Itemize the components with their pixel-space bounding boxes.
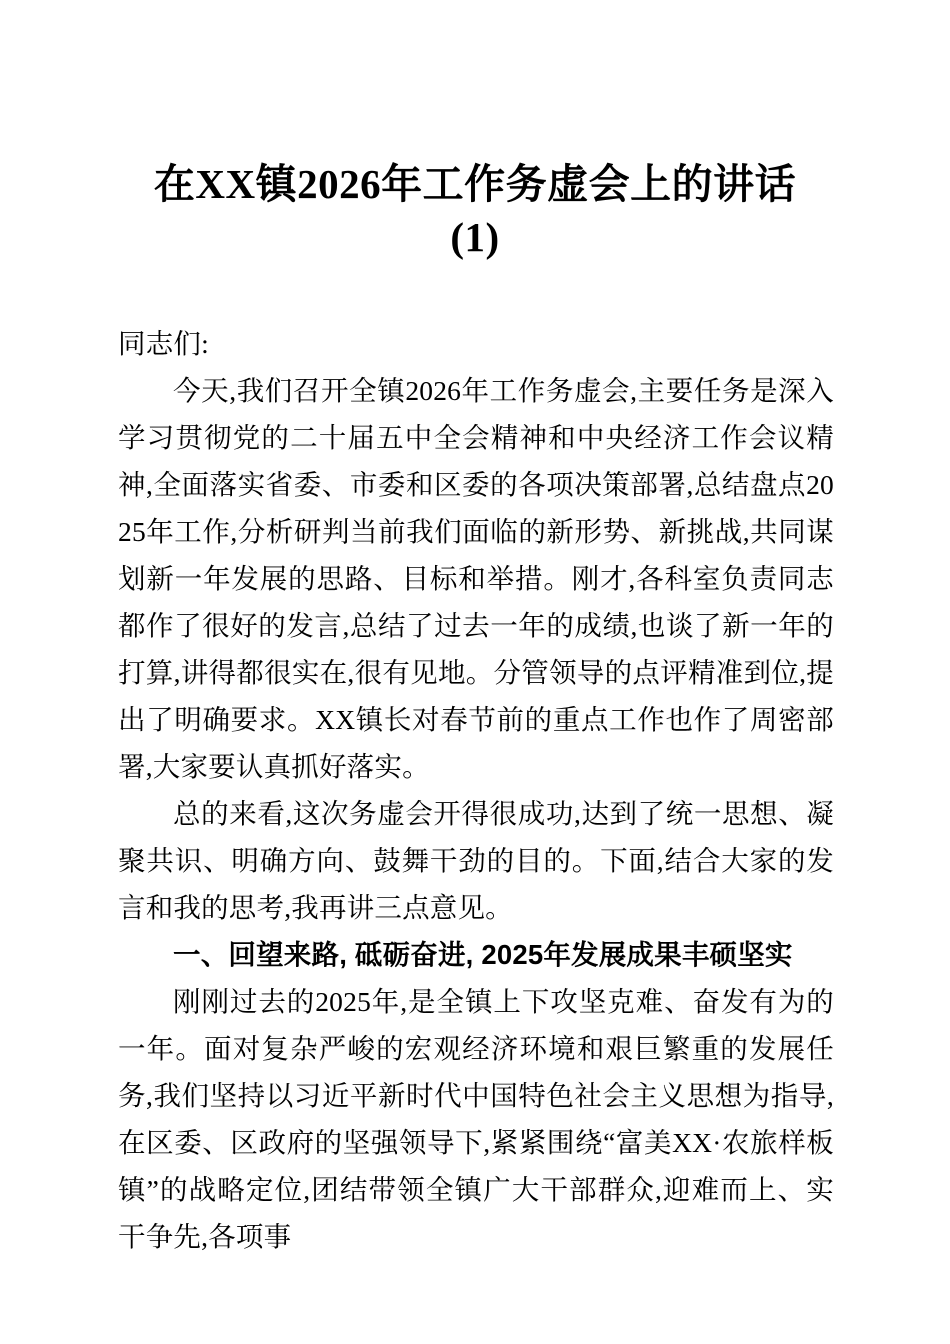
body-paragraph-2: 总的来看,这次务虚会开得很成功,达到了统一思想、凝聚共识、明确方向、鼓舞干劲的目的。下面,结合大家的发言和我的思考,我再讲三点意见。 [118, 798, 834, 923]
body-paragraph-1: 今天,我们召开全镇2026年工作务虚会,主要任务是深入学习贯彻党的二十届五中全会精神和中央经济工作会议精神,全面落实省委、市委和区委的各项决策部署,总结盘点2025年工作,分析研判当前我们面临的新形势、新挑战,共同谋划新一年发展的思路、目标和举措。刚才,各科室负责同志都作了很好的发言,总结了过去一年的成绩,也谈了新一年的打算,讲得都很实在,很有见地。分管领导的点评精准到位,提出了明确要求。XX镇长对春节前的重点工作也作了周密部署,大家要认真抓好落实。 [118, 375, 834, 782]
page-title [0, 158, 950, 264]
document-body [118, 320, 834, 1260]
page-title-main-line: 在XX镇2026年工作务虚会上的讲话 [153, 161, 797, 207]
section-heading-1: 一、回望来路, 砥砺奋进, 2025年发展成果丰硕坚实 [173, 939, 793, 970]
page-title-sub-line: (1) [450, 214, 500, 260]
body-paragraph-3: 刚刚过去的2025年,是全镇上下攻坚克难、奋发有为的一年。面对复杂严峻的宏观经济环境和艰巨繁重的发展任务,我们坚持以习近平新时代中国特色社会主义思想为指导,在区委、区政府的坚强领导下,紧紧围绕“富美XX·农旅样板镇”的战略定位,团结带领全镇广大干部群众,迎难而上、实干争先,各项事 [118, 986, 834, 1252]
salutation-text: 同志们: [118, 328, 209, 359]
